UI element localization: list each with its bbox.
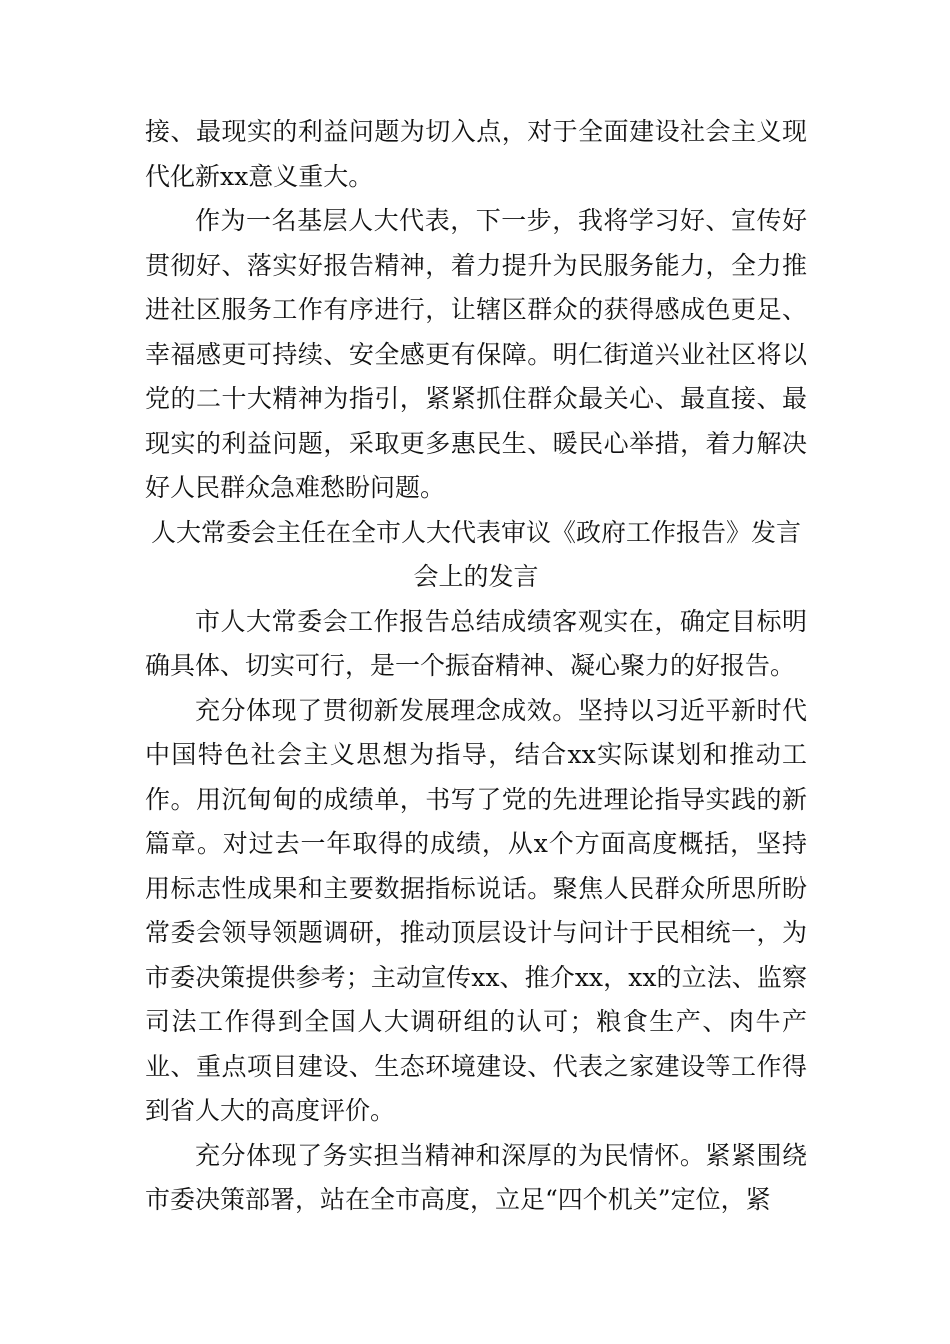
speech-title: 人大常委会主任在全市人大代表审议《政府工作报告》发言会上的发言 — [150, 517, 801, 591]
paragraph-representative-plan: 作为一名基层人大代表，下一步，我将学习好、宣传好贯彻好、落实好报告精神，着力提升为民服务能力，全力推进社区服务工作有序进行，让辖区群众的获得感成色更足、幸福感更可持续、安全感更有保障。明仁街道兴业社区将以党的二十大精神为指引，紧紧抓住群众最关心、最直接、最现实的利益问题，采取更多惠民生、暖民心举措，着力解决好人民群众急难愁盼问题。 — [145, 206, 807, 502]
paragraph-report-summary: 市人大常委会工作报告总结成绩客观实在，确定目标明确具体、切实可行，是一个振奋精神、凝心聚力的好报告。 — [145, 606, 807, 680]
document-page — [145, 110, 807, 1223]
paragraph-continuation: 接、最现实的利益问题为切入点，对于全面建设社会主义现代化新xx意义重大。 — [145, 117, 807, 191]
paragraph-development-concept: 充分体现了贯彻新发展理念成效。坚持以习近平新时代中国特色社会主义思想为指导，结合xx实际谋划和推动工作。用沉甸甸的成绩单，书写了党的先进理论指导实践的新篇章。对过去一年取得的成绩，从x个方面高度概括，坚持用标志性成果和主要数据指标说话。聚焦人民群众所思所盼常委会领导领题调研，推动顶层设计与问计于民相统一，为市委决策提供参考；主动宣传xx、推介xx，xx的立法、监察司法工作得到全国人大调研组的认可；粮食生产、肉牛产业、重点项目建设、生态环境建设、代表之家建设等工作得到省人大的高度评价。 — [145, 695, 807, 1125]
paragraph-pragmatic-spirit: 充分体现了务实担当精神和深厚的为民情怀。紧紧围绕市委决策部署，站在全市高度，立足“四个机关”定位，紧 — [145, 1140, 807, 1214]
